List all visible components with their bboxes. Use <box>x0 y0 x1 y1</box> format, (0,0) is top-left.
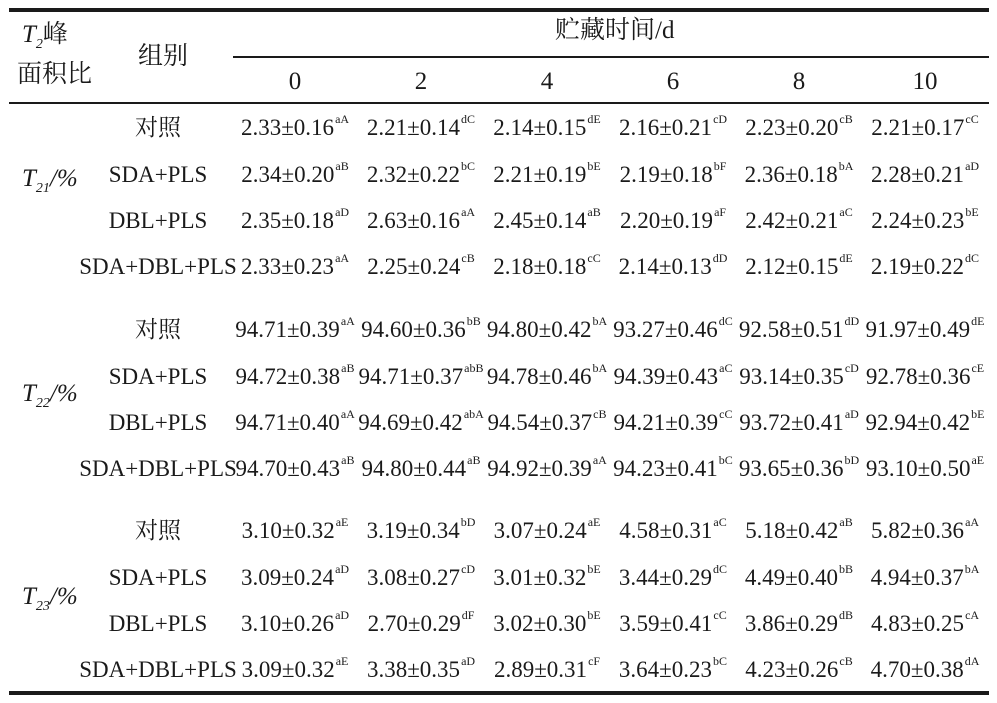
group-label: 对照 <box>135 115 181 140</box>
day-header-4: 8 <box>792 68 806 95</box>
table-cell: $3.10\pm 0.32^{aE}$ <box>241 515 349 543</box>
table-cell: $2.70\pm 0.29^{dF}$ <box>367 608 475 636</box>
table-cell: $2.18\pm 0.18^{cC}$ <box>493 251 601 279</box>
group-label: DBL+PLS <box>108 410 208 435</box>
table-cell: $2.19\pm 0.22^{dC}$ <box>870 251 980 279</box>
table-cell: $2.63\pm 0.16^{aA}$ <box>366 205 476 233</box>
table-cell: $94.23\pm 0.41^{bC}$ <box>613 453 733 481</box>
table-cell: $94.54\pm 0.37^{cB}$ <box>487 407 607 435</box>
table-cell: 91.97±0.49dE <box>865 314 985 342</box>
table-cell: $2.42\pm 0.21^{aC}$ <box>745 205 853 233</box>
table-cell: $2.32\pm 0.22^{bC}$ <box>366 159 476 187</box>
table-cell: $4.58\pm 0.31^{aC}$ <box>619 515 727 543</box>
table-cell: $2.28\pm 0.21^{aD}$ <box>870 159 980 187</box>
table-cell: $4.70\pm 0.38^{dA}$ <box>870 654 980 682</box>
table-cell: $2.21\pm 0.19^{bE}$ <box>493 159 601 187</box>
table-cell: $2.24\pm 0.23^{bE}$ <box>871 205 979 233</box>
table-cell: 2.14±0.15dE <box>493 112 601 140</box>
table-cell: $3.07\pm 0.24^{aE}$ <box>493 515 601 543</box>
table-cell: $4.83\pm 0.25^{cA}$ <box>870 608 980 636</box>
group-label: 对照 <box>135 317 181 342</box>
storage-time-header: 贮藏时间/d <box>555 17 675 44</box>
table-cell: $2.21\pm 0.17^{cC}$ <box>871 112 979 140</box>
table-cell: $2.33\pm 0.16^{aA}$ <box>240 112 350 140</box>
table-cell: $2.36\pm 0.18^{bA}$ <box>744 159 854 187</box>
table-cell: $2.89\pm 0.31^{cF}$ <box>493 654 601 682</box>
table-cell: $3.10\pm 0.26^{aD}$ <box>240 608 350 636</box>
table-cell: $2.19\pm 0.18^{bF}$ <box>619 159 727 187</box>
header-bottom-rule <box>9 102 989 104</box>
table-cell: $5.18\pm 0.42^{aB}$ <box>745 515 853 543</box>
table-cell: $92.94\pm 0.42^{bE}$ <box>865 407 985 435</box>
group-label: DBL+PLS <box>108 611 208 636</box>
table-cell: $93.14\pm 0.35^{cD}$ <box>739 361 859 389</box>
table-cell: $2.20\pm 0.19^{aF}$ <box>619 205 727 233</box>
table-cell: $94.69\pm 0.42^{abA}$ <box>358 407 484 435</box>
group-label: SDA+PLS <box>108 364 208 389</box>
table-cell: $5.82\pm 0.36^{aA}$ <box>870 515 980 543</box>
group-label: SDA+DBL+PLS <box>79 254 237 279</box>
table-cell: $3.86\pm 0.29^{dB}$ <box>744 608 854 636</box>
table-cell: $4.23\pm 0.26^{cB}$ <box>745 654 853 682</box>
table-cell: $2.23\pm 0.20^{cB}$ <box>745 112 853 140</box>
table-cell: $3.08\pm 0.27^{cD}$ <box>366 562 476 590</box>
table-cell: $4.49\pm 0.40^{bB}$ <box>744 562 854 590</box>
table-cell: $93.65\pm 0.36^{bD}$ <box>738 453 860 481</box>
table-cell: $94.71\pm 0.40^{aA}$ <box>235 407 355 435</box>
table-cell: $94.60\pm 0.36^{bB}$ <box>361 314 481 342</box>
time-header-rule <box>233 56 989 58</box>
table-cell: $2.14\pm 0.13^{dD}$ <box>618 251 728 279</box>
day-header-5: 10 <box>912 68 938 95</box>
section-label-22: $T_{22}/\%$ <box>22 380 78 411</box>
table-cell: $93.10\pm 0.50^{aE}$ <box>865 453 985 481</box>
corner-header-line1: $T_2$峰 <box>22 21 68 52</box>
table-cell: $2.34\pm 0.20^{aB}$ <box>241 159 349 187</box>
table-cell: $94.78\pm 0.46^{bA}$ <box>486 361 608 389</box>
table-cell: $94.70\pm 0.43^{aB}$ <box>235 453 355 481</box>
table-cell: $2.35\pm 0.18^{aD}$ <box>240 205 350 233</box>
corner-header-line2: 面积比 <box>17 61 93 88</box>
group-label: SDA+PLS <box>108 565 208 590</box>
day-header-2: 4 <box>540 68 554 95</box>
table-cell: $94.80\pm 0.42^{bA}$ <box>486 314 608 342</box>
table-cell: $3.38\pm 0.35^{aD}$ <box>366 654 476 682</box>
table-cell: $3.09\pm 0.24^{aD}$ <box>240 562 350 590</box>
table-cell: $3.02\pm 0.30^{bE}$ <box>493 608 601 636</box>
table-cell: $3.59\pm 0.41^{cC}$ <box>619 608 727 636</box>
top-rule <box>9 8 989 12</box>
section-label-21: $T_{21}/\%$ <box>22 165 78 196</box>
table-cell: $2.16\pm 0.21^{cD}$ <box>618 112 728 140</box>
group-label: SDA+DBL+PLS <box>79 456 237 481</box>
table-cell: $2.45\pm 0.14^{aB}$ <box>493 205 601 233</box>
table-cell: $94.71\pm 0.39^{aA}$ <box>235 314 355 342</box>
group-label: 对照 <box>135 518 181 543</box>
table-cell: $94.92\pm 0.39^{aA}$ <box>487 453 607 481</box>
table-cell: $94.39\pm 0.43^{aC}$ <box>613 361 733 389</box>
table-cell: $93.72\pm 0.41^{aD}$ <box>739 407 859 435</box>
table-cell: $4.94\pm 0.37^{bA}$ <box>870 562 980 590</box>
table-cell: 2.12±0.15dE <box>745 251 853 279</box>
table-cell: $3.01\pm 0.32^{bE}$ <box>493 562 601 590</box>
table-cell: $94.71\pm 0.37^{abB}$ <box>358 361 484 389</box>
table-cell: $94.80\pm 0.44^{aB}$ <box>361 453 481 481</box>
table-cell: $93.27\pm 0.46^{dC}$ <box>613 314 733 342</box>
bottom-rule <box>9 691 989 695</box>
table-cell: $3.44\pm 0.29^{dC}$ <box>618 562 728 590</box>
table-cell: $2.21\pm 0.14^{dC}$ <box>366 112 476 140</box>
table-cell: $94.21\pm 0.39^{cC}$ <box>613 407 733 435</box>
section-label-23: $T_{23}/\%$ <box>22 583 78 614</box>
table-cell: $2.25\pm 0.24^{cB}$ <box>367 251 475 279</box>
table-cell: $3.09\pm 0.32^{aE}$ <box>241 654 349 682</box>
group-label: SDA+PLS <box>108 162 208 187</box>
group-label: DBL+PLS <box>108 208 208 233</box>
day-header-3: 6 <box>666 68 680 95</box>
group-column-header: 组别 <box>138 43 189 70</box>
table-cell: $3.64\pm 0.23^{bC}$ <box>618 654 728 682</box>
table-cell: $92.58\pm 0.51^{dD}$ <box>738 314 860 342</box>
table-cell: $3.19\pm 0.34^{bD}$ <box>366 515 476 543</box>
day-header-1: 2 <box>414 68 428 95</box>
table-cell: $94.72\pm 0.38^{aB}$ <box>235 361 355 389</box>
day-header-0: 0 <box>288 68 302 95</box>
table-cell: $92.78\pm 0.36^{cE}$ <box>865 361 985 389</box>
table-cell: $2.33\pm 0.23^{aA}$ <box>240 251 350 279</box>
group-label: SDA+DBL+PLS <box>79 657 237 682</box>
